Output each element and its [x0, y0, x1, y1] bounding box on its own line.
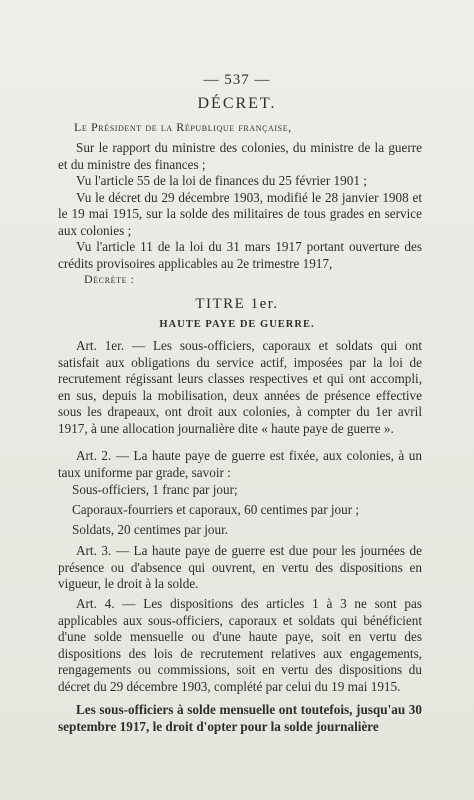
- preamble-vu-decret-1903: Vu le décret du 29 décembre 1903, modifié le 28 janvier 1908 et le 19 mai 1915, sur la solde des militaires de tous grades en service aux colonies ;: [58, 189, 422, 238]
- page-number: — 537 —: [203, 72, 271, 88]
- article-4-text: Art. 4. — Les dispositions des articles 1 à 3 ne sont pas applicables aux sous-officiers, caporaux et soldats qui bénéficient d'une solde mensuelle ou d'une haute paye, soit en vertu des dispositions des lois de recrutement relatives aux engagements, rengagements ou commissions, soit en vertu des dispositions du décret du 29 décembre 1903, complété par celui du 19 mai 1915.: [58, 596, 422, 694]
- rate-soldats: Soldats, 20 centimes par jour.: [72, 522, 229, 537]
- preamble-block: [58, 140, 422, 272]
- decree-heading: DÉCRET.: [197, 95, 277, 112]
- rate-sous-officiers: Sous-officiers, 1 franc par jour;: [72, 482, 238, 497]
- article-1-text: Art. 1er. — Les sous-officiers, caporaux et soldats qui ont satisfait aux obligations du service actif, imposées par la loi de recrutement régissant leurs classes respectives et qui ont accompli, en sus, depuis la mobilisation, deux années de présence effective sous les drapeaux, ont droit aux colonies, à compter du 1er avril 1917, à une allocation journalière dite « haute paye de guerre ».: [58, 338, 422, 436]
- decrete-line: Décrète :: [84, 272, 135, 286]
- preamble-sur-le-rapport: Sur le rapport du ministre des colonies, du ministre de la guerre et du ministre des finances ;: [58, 140, 422, 172]
- article-2-text: Art. 2. — La haute paye de guerre est fixée, aux colonies, à un taux uniforme par grade, savoir :: [58, 448, 422, 480]
- president-line: Le Président de la République française,: [74, 120, 292, 134]
- article-1: [58, 338, 422, 437]
- preamble-vu-article-11: Vu l'article 11 de la loi du 31 mars 1917 portant ouverture des crédits provisoires applicables au 2e trimestre 1917,: [58, 239, 422, 271]
- titre-heading: TITRE 1er.: [195, 296, 279, 312]
- section-heading: HAUTE PAYE DE GUERRE.: [159, 319, 315, 330]
- rate-caporaux: Caporaux-fourriers et caporaux, 60 centimes par jour ;: [72, 502, 360, 517]
- article-4-continuation-text: Les sous-officiers à solde mensuelle ont toutefois, jusqu'au 30 septembre 1917, le droit d'opter pour la solde journalière: [58, 702, 422, 734]
- article-4-continuation: [58, 702, 422, 735]
- article-4: [58, 596, 422, 695]
- preamble-vu-article-55: Vu l'article 55 de la loi de finances du 25 février 1901 ;: [76, 173, 367, 188]
- article-3-text: Art. 3. — La haute paye de guerre est due pour les journées de présence ou d'absence qui ouvrent, en vertu des dispositions en vigueur, le droit à la solde.: [58, 543, 422, 591]
- article-3: [58, 543, 422, 593]
- article-2: [58, 448, 422, 481]
